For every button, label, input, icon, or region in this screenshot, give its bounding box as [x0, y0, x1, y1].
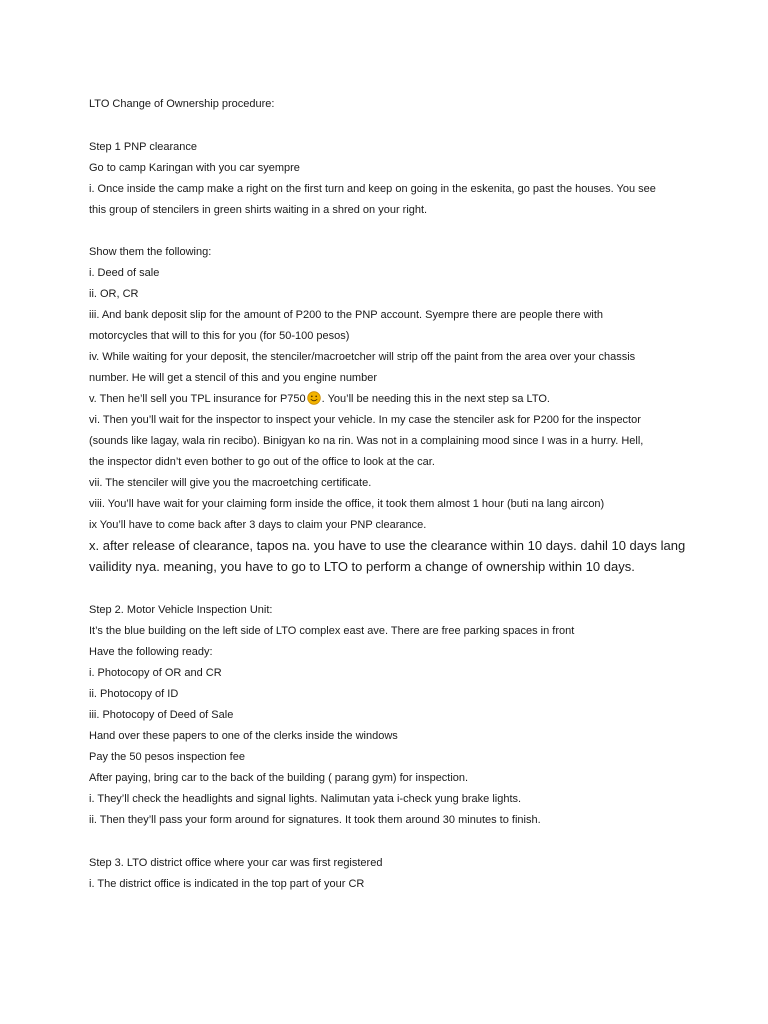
step1-item-i-line2: this group of stencilers in green shirts waiting in a shred on your right.	[89, 204, 428, 216]
smiley-icon	[307, 391, 321, 405]
show-item-x-line2: vailidity nya. meaning, you have to go to LTO to perform a change of ownership within 10 days.	[89, 559, 635, 574]
after-item-i: i. They’ll check the headlights and signal lights. Nalimutan yata i-check yung brake lights.	[89, 793, 522, 805]
step3-item-i: i. The district office is indicated in the top part of your CR	[89, 878, 365, 890]
show-item-ii: ii. OR, CR	[89, 288, 139, 300]
step1-item-i-line1: i. Once inside the camp make a right on the first turn and keep on going in the eskenita, go past the houses. You see	[89, 183, 656, 195]
show-item-iii-line1: iii. And bank deposit slip for the amount of P200 to the PNP account. Syempre there are people there with	[89, 309, 604, 321]
after-item-ii: ii. Then they’ll pass your form around for signatures. It took them around 30 minutes to finish.	[89, 814, 541, 826]
show-item-v-text-a: v. Then he’ll sell you TPL insurance for P750	[89, 393, 306, 405]
show-item-iii-line2: motorcycles that will to this for you (for 50-100 pesos)	[89, 330, 350, 342]
step1-intro: Go to camp Karingan with you car syempre	[89, 162, 300, 174]
show-item-viii: viii. You’ll have wait for your claiming form inside the office, it took them almost 1 hour (buti na lang aircon)	[89, 498, 605, 510]
step2-ready-label: Have the following ready:	[89, 646, 213, 658]
show-item-v	[89, 391, 550, 406]
show-item-i: i. Deed of sale	[89, 267, 160, 279]
show-item-vi-line3: the inspector didn’t even bother to go out of the office to look at the car.	[89, 456, 435, 468]
ready-item-i: i. Photocopy of OR and CR	[89, 667, 222, 679]
doc-title: LTO Change of Ownership procedure:	[89, 98, 275, 110]
show-item-vi-line1: vi. Then you’ll wait for the inspector to inspect your vehicle. In my case the stenciler ask for P200 for the inspector	[89, 414, 641, 426]
show-item-v-text-b: . You’ll be needing this in the next step sa LTO.	[321, 393, 550, 405]
show-item-vi-line2: (sounds like lagay, wala rin recibo). Binigyan ko na rin. Was not in a complaining mood since I was in a hurry. Hell,	[89, 435, 644, 447]
show-item-iv-line1: iv. While waiting for your deposit, the stenciler/macroetcher will strip off the paint from the area over your chassis	[89, 351, 636, 363]
step2-after-paying: After paying, bring car to the back of the building ( parang gym) for inspection.	[89, 772, 469, 784]
show-item-iv-line2: number. He will get a stencil of this and you engine number	[89, 372, 377, 384]
step1-heading: Step 1 PNP clearance	[89, 141, 198, 153]
step3-heading: Step 3. LTO district office where your car was first registered	[89, 857, 383, 869]
step2-pay: Pay the 50 pesos inspection fee	[89, 751, 245, 763]
show-item-vii: vii. The stenciler will give you the macroetching certificate.	[89, 477, 372, 489]
ready-item-iii: iii. Photocopy of Deed of Sale	[89, 709, 234, 721]
show-item-ix: ix You’ll have to come back after 3 days to claim your PNP clearance.	[89, 519, 427, 531]
show-following-label: Show them the following:	[89, 246, 212, 258]
step2-desc: It’s the blue building on the left side of LTO complex east ave. There are free parking spaces in front	[89, 625, 575, 637]
step2-hand-over: Hand over these papers to one of the clerks inside the windows	[89, 730, 398, 742]
show-item-x-line1: x. after release of clearance, tapos na. you have to use the clearance within 10 days. dahil 10 days lang	[89, 538, 686, 553]
ready-item-ii: ii. Photocopy of ID	[89, 688, 179, 700]
step2-heading: Step 2. Motor Vehicle Inspection Unit:	[89, 604, 273, 616]
